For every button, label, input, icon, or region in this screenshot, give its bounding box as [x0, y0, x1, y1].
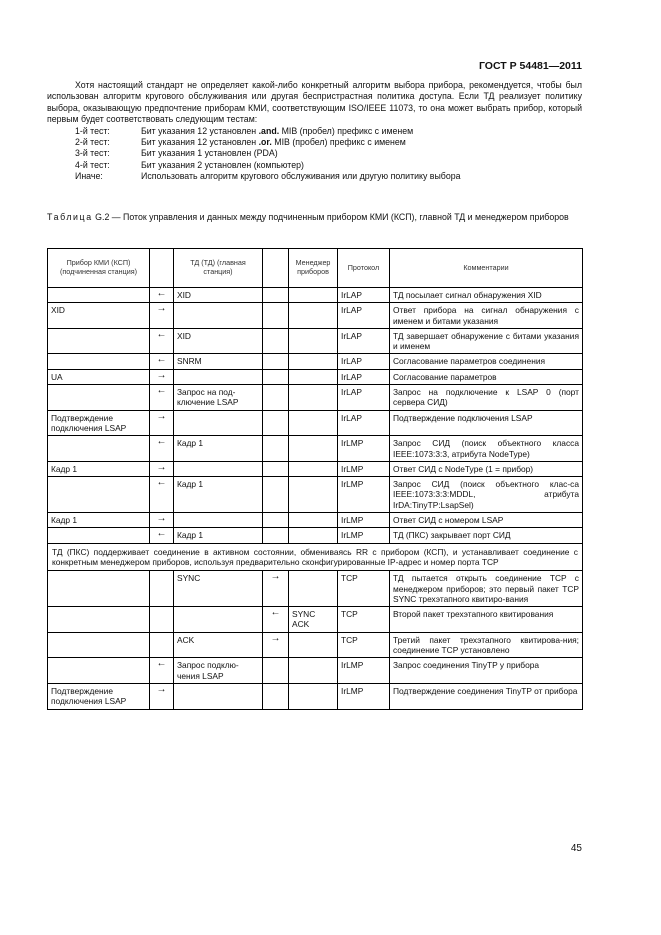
table-row	[48, 354, 583, 369]
header-arrow-2	[263, 249, 289, 288]
protocol-cell: IrLAP	[338, 288, 390, 303]
test-text: Бит указания 12 установлен	[141, 125, 259, 136]
comment-cell: ТД (ПКС) закрывает порт СИД	[390, 528, 583, 543]
ap-cell: XID	[174, 288, 263, 303]
arrow-cell-2	[263, 461, 289, 476]
arrow-cell-2: →	[263, 632, 289, 658]
arrow-cell-2	[263, 328, 289, 354]
manager-cell: SYNC ACK	[289, 607, 338, 633]
arrow-cell-2	[263, 410, 289, 436]
manager-cell	[289, 354, 338, 369]
ap-cell: Кадр 1	[174, 436, 263, 462]
manager-cell	[289, 658, 338, 684]
manager-cell	[289, 461, 338, 476]
comment-cell: Подтверждение подключения LSAP	[390, 410, 583, 436]
arrow-cell-2	[263, 477, 289, 513]
comment-cell: Подтверждение соединения TinyTP от прибора	[390, 683, 583, 709]
arrow-cell-1: ←	[150, 477, 174, 513]
ap-cell	[174, 461, 263, 476]
comment-cell: ТД посылает сигнал обнаружения XID	[390, 288, 583, 303]
protocol-cell: IrLMP	[338, 683, 390, 709]
table-row	[48, 658, 583, 684]
test-item	[75, 160, 582, 171]
protocol-cell: IrLMP	[338, 528, 390, 543]
arrow-cell-1: ←	[150, 288, 174, 303]
arrow-cell-2: →	[263, 571, 289, 607]
test-description	[141, 171, 461, 182]
manager-cell	[289, 303, 338, 329]
caption-text: — Поток управления и данных между подчиненным прибором КМИ (КСП), главной ТД и менеджером приборов	[109, 212, 569, 222]
arrow-cell-1: →	[150, 461, 174, 476]
header-protocol: Протокол	[338, 249, 390, 288]
protocol-cell: IrLMP	[338, 658, 390, 684]
table-row	[48, 303, 583, 329]
table-row	[48, 607, 583, 633]
protocol-cell: TCP	[338, 632, 390, 658]
test-item	[75, 171, 582, 182]
arrow-cell-2	[263, 683, 289, 709]
device-cell: XID	[48, 303, 150, 329]
test-item	[75, 137, 582, 148]
table-row	[48, 632, 583, 658]
page-number: 45	[570, 843, 582, 854]
test-list	[75, 126, 582, 183]
manager-cell	[289, 328, 338, 354]
table-row	[48, 683, 583, 709]
table-note-row	[48, 543, 583, 571]
protocol-cell: TCP	[338, 571, 390, 607]
manager-cell	[289, 369, 338, 384]
arrow-cell-1: ←	[150, 328, 174, 354]
table-row	[48, 385, 583, 411]
table-row	[48, 528, 583, 543]
ap-cell	[174, 683, 263, 709]
test-text-suffix: MIB (пробел) префикс с именем	[271, 137, 406, 148]
protocol-cell: IrLAP	[338, 328, 390, 354]
test-description	[141, 126, 413, 137]
test-description	[141, 148, 278, 159]
ap-cell: XID	[174, 328, 263, 354]
manager-cell	[289, 385, 338, 411]
device-cell	[48, 385, 150, 411]
device-cell	[48, 607, 150, 633]
ap-cell	[174, 303, 263, 329]
test-label: 1-й тест:	[75, 125, 110, 136]
test-text: Бит указания 2 установлен (компьютер)	[141, 159, 304, 170]
standard-number: ГОСТ Р 54481—2011	[478, 60, 582, 72]
comment-cell: Запрос соединения TinyTP у прибора	[390, 658, 583, 684]
arrow-cell-2	[263, 303, 289, 329]
comment-cell: Ответ СИД с номером LSAP	[390, 513, 583, 528]
table-row	[48, 369, 583, 384]
device-cell: Подтверждение подключения LSAP	[48, 410, 150, 436]
table-row	[48, 436, 583, 462]
manager-cell	[289, 632, 338, 658]
arrow-cell-2	[263, 288, 289, 303]
test-label: Иначе:	[75, 171, 103, 182]
device-cell	[48, 477, 150, 513]
protocol-cell: IrLAP	[338, 410, 390, 436]
table-row	[48, 477, 583, 513]
ap-cell	[174, 410, 263, 436]
table-caption	[47, 212, 587, 223]
test-description	[141, 160, 304, 171]
device-cell	[48, 354, 150, 369]
arrow-cell-1: ←	[150, 354, 174, 369]
test-text: Бит указания 1 установлен (PDA)	[141, 148, 278, 159]
header-manager: Менеджер приборов	[289, 249, 338, 288]
comment-cell: Согласование параметров соединения	[390, 354, 583, 369]
arrow-cell-1: ←	[150, 436, 174, 462]
arrow-cell-1	[150, 632, 174, 658]
device-cell	[48, 288, 150, 303]
arrow-cell-1: →	[150, 683, 174, 709]
protocol-cell: IrLMP	[338, 461, 390, 476]
arrow-cell-1: ←	[150, 385, 174, 411]
manager-cell	[289, 528, 338, 543]
arrow-cell-1: →	[150, 369, 174, 384]
manager-cell	[289, 571, 338, 607]
manager-cell	[289, 513, 338, 528]
comment-cell: ТД завершает обнаружение с битами указания и именем	[390, 328, 583, 354]
protocol-cell: IrLAP	[338, 354, 390, 369]
test-label: 4-й тест:	[75, 159, 110, 170]
arrow-cell-2: ←	[263, 607, 289, 633]
arrow-cell-2	[263, 513, 289, 528]
table-header-row	[48, 249, 583, 288]
comment-cell: Второй пакет трехэтапного квитирования	[390, 607, 583, 633]
manager-cell	[289, 288, 338, 303]
arrow-cell-1	[150, 607, 174, 633]
table-row	[48, 513, 583, 528]
protocol-cell: IrLAP	[338, 369, 390, 384]
test-label: 3-й тест:	[75, 148, 110, 159]
manager-cell	[289, 436, 338, 462]
test-label: 2-й тест:	[75, 137, 110, 148]
arrow-cell-2	[263, 436, 289, 462]
device-cell: Подтверждение подключения LSAP	[48, 683, 150, 709]
test-item	[75, 126, 582, 137]
comment-cell: Запрос на подключение к LSAP 0 (порт сервера СИД)	[390, 385, 583, 411]
table-row	[48, 288, 583, 303]
test-operator: .or.	[258, 137, 272, 148]
flow-table	[47, 248, 583, 710]
intro-text	[47, 80, 582, 183]
protocol-cell: IrLMP	[338, 436, 390, 462]
table-row	[48, 328, 583, 354]
ap-cell: Запрос на под-ключение LSAP	[174, 385, 263, 411]
device-cell	[48, 436, 150, 462]
arrow-cell-1: ←	[150, 528, 174, 543]
table-row	[48, 410, 583, 436]
manager-cell	[289, 683, 338, 709]
device-cell: UA	[48, 369, 150, 384]
comment-cell: Согласование параметров	[390, 369, 583, 384]
device-cell: Кадр 1	[48, 513, 150, 528]
arrow-cell-2	[263, 369, 289, 384]
protocol-cell: IrLMP	[338, 477, 390, 513]
comment-cell: ТД пытается открыть соединение TCP с менеджером приборов; это первый пакет TCP SYNC трехэтапного квитиро-вания	[390, 571, 583, 607]
test-text-suffix: MIB (пробел) префикс с именем	[279, 125, 414, 136]
ap-cell: SYNC	[174, 571, 263, 607]
ap-cell: SNRM	[174, 354, 263, 369]
device-cell	[48, 528, 150, 543]
device-cell	[48, 328, 150, 354]
note-cell: ТД (ПКС) поддерживает соединение в активном состоянии, обмениваясь RR с прибором (КСП), и устанавливает соединение с конкретным менеджером приборов, используя предварительно сконфигурированные IP-адрес и номер порта TCP	[48, 543, 583, 571]
header-ap: ТД (ТД) (главная станция)	[174, 249, 263, 288]
arrow-cell-1: →	[150, 513, 174, 528]
test-item	[75, 148, 582, 159]
caption-number: G.2	[95, 212, 110, 222]
ap-cell: ACK	[174, 632, 263, 658]
arrow-cell-1: →	[150, 410, 174, 436]
header-device: Прибор КМИ (КСП) (подчиненная станция)	[48, 249, 150, 288]
arrow-cell-1: ←	[150, 658, 174, 684]
table-row	[48, 461, 583, 476]
ap-cell: Запрос подклю-чения LSAP	[174, 658, 263, 684]
protocol-cell: IrLAP	[338, 303, 390, 329]
arrow-cell-1	[150, 571, 174, 607]
header-comments: Комментарии	[390, 249, 583, 288]
arrow-cell-2	[263, 385, 289, 411]
ap-cell: Кадр 1	[174, 528, 263, 543]
header-arrow-1	[150, 249, 174, 288]
test-description	[141, 137, 406, 148]
ap-cell	[174, 513, 263, 528]
comment-cell: Ответ СИД с NodeType (1 = прибор)	[390, 461, 583, 476]
protocol-cell: TCP	[338, 607, 390, 633]
ap-cell	[174, 607, 263, 633]
manager-cell	[289, 477, 338, 513]
device-cell	[48, 571, 150, 607]
protocol-cell: IrLMP	[338, 513, 390, 528]
ap-cell: Кадр 1	[174, 477, 263, 513]
arrow-cell-2	[263, 354, 289, 369]
intro-paragraph: Хотя настоящий стандарт не определяет какой-либо конкретный алгоритм выбора прибора, рекомендуется, чтобы был использован алгоритм кругового обслуживания или другая беспристрастная политика доступа. Если ТД реализует политику выбора, оказывающую предпочтение приборам КМИ, соответствующим ISO/IEEE 11073, то она может выбрать прибор, который первым будет соответствовать следующим тестам:	[47, 80, 582, 125]
comment-cell: Ответ прибора на сигнал обнаружения с именем и битами указания	[390, 303, 583, 329]
caption-label: Таблица	[47, 212, 93, 222]
arrow-cell-1: →	[150, 303, 174, 329]
ap-cell	[174, 369, 263, 384]
comment-cell: Запрос СИД (поиск объектного клас-са IEEE:1073:3:3:MDDL, атрибута IrDA:TinyTP:LsapSel)	[390, 477, 583, 513]
test-text: Бит указания 12 установлен	[141, 137, 259, 148]
table-row	[48, 571, 583, 607]
protocol-cell: IrLAP	[338, 385, 390, 411]
device-cell	[48, 658, 150, 684]
test-operator: .and.	[258, 125, 280, 136]
device-cell: Кадр 1	[48, 461, 150, 476]
device-cell	[48, 632, 150, 658]
arrow-cell-2	[263, 658, 289, 684]
comment-cell: Запрос СИД (поиск объектного класса IEEE:1073:3:3, атрибута NodeType)	[390, 436, 583, 462]
comment-cell: Третий пакет трехэтапного квитирова-ния; соединение TCP установлено	[390, 632, 583, 658]
test-text: Использовать алгоритм кругового обслуживания или другую политику выбора	[141, 171, 461, 182]
arrow-cell-2	[263, 528, 289, 543]
manager-cell	[289, 410, 338, 436]
